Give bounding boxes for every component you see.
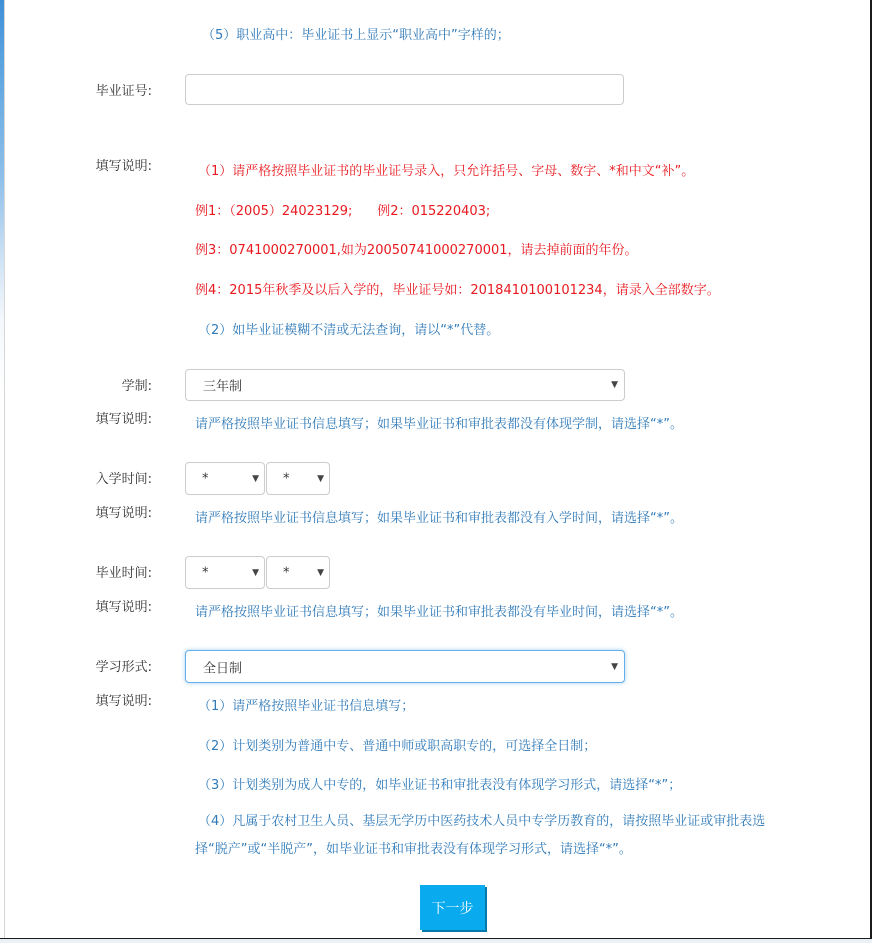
certificate-example-1-2: 例1：（2005）24023129; 例2：015220403; <box>195 204 491 219</box>
enrollment-year-select[interactable] <box>185 462 265 495</box>
chevron-down-icon: ▼ <box>317 567 324 578</box>
study-mode-select[interactable] <box>185 650 625 683</box>
enrollment-year-value: * <box>202 471 209 486</box>
graduation-time-note-label: 填写说明: <box>95 600 152 615</box>
enrollment-time-label: 入学时间: <box>95 472 152 487</box>
school-system-label: 学制: <box>121 379 152 394</box>
certificate-rule-1: （1）请严格按照毕业证书的毕业证号录入，只允许括号、字母、数字、*和中文“补”。 <box>198 164 695 179</box>
chevron-down-icon: ▼ <box>252 473 259 484</box>
school-system-select[interactable] <box>185 369 625 401</box>
page-left-border <box>4 0 5 938</box>
enrollment-month-value: * <box>283 471 290 486</box>
certificate-rule-2: （2）如毕业证模糊不清或无法查询，请以“*”代替。 <box>198 323 500 338</box>
chevron-down-icon: ▼ <box>252 567 259 578</box>
enrollment-month-select[interactable] <box>266 462 330 495</box>
enrollment-time-note: 请严格按照毕业证书信息填写；如果毕业证书和审批表都没有入学时间，请选择“*”。 <box>195 511 683 526</box>
graduation-month-value: * <box>283 565 290 580</box>
certificate-example-4: 例4：2015年秋季及以后入学的，毕业证号如：2018410100101234，请录入全部数字。 <box>195 283 720 298</box>
graduation-month-select[interactable] <box>266 556 330 589</box>
school-system-note: 请严格按照毕业证书信息填写；如果毕业证书和审批表都没有体现学制，请选择“*”。 <box>195 417 683 432</box>
study-mode-value: 全日制 <box>203 661 243 676</box>
study-mode-note-4a: （4）凡属于农村卫生人员、基层无学历中医药技术人员中专学历教育的，请按照毕业证或审批表选 <box>198 814 766 829</box>
enrollment-time-note-label: 填写说明: <box>95 506 152 521</box>
graduation-year-value: * <box>202 565 209 580</box>
chevron-down-icon: ▼ <box>317 473 324 484</box>
school-system-value: 三年制 <box>203 379 243 395</box>
study-mode-note-2: （2）计划类别为普通中专、普通中师或职高职专的，可选择全日制； <box>198 739 597 754</box>
study-mode-note-1: （1）请严格按照毕业证书信息填写； <box>198 699 415 714</box>
certificate-instructions-label: 填写说明: <box>95 159 152 174</box>
graduation-time-label: 毕业时间: <box>95 566 152 581</box>
chevron-down-icon: ▼ <box>611 661 618 672</box>
certificate-example-3: 例3：0741000270001,如为20050741000270001，请去掉前面的年份。 <box>195 243 638 258</box>
school-system-note-label: 填写说明: <box>95 412 152 427</box>
top-note: （5）职业高中：毕业证书上显示“职业高中”字样的； <box>202 28 510 43</box>
certificate-number-input[interactable] <box>185 74 624 105</box>
graduation-time-note: 请严格按照毕业证书信息填写；如果毕业证书和审批表都没有毕业时间，请选择“*”。 <box>195 605 683 620</box>
study-mode-label: 学习形式: <box>95 660 152 675</box>
chevron-down-icon: ▼ <box>611 380 618 390</box>
graduation-year-select[interactable] <box>185 556 265 589</box>
study-mode-note-3: （3）计划类别为成人中专的，如毕业证书和审批表没有体现学习形式，请选择“*”； <box>198 778 682 793</box>
study-mode-note-label: 填写说明: <box>95 694 152 709</box>
certificate-number-label: 毕业证号: <box>95 84 152 99</box>
page-bottom-border <box>0 938 872 943</box>
next-step-button[interactable]: 下一步 <box>420 885 485 930</box>
study-mode-note-4b: 择“脱产”或“半脱产”，如毕业证书和审批表没有体现学习形式，请选择“*”。 <box>195 842 632 857</box>
